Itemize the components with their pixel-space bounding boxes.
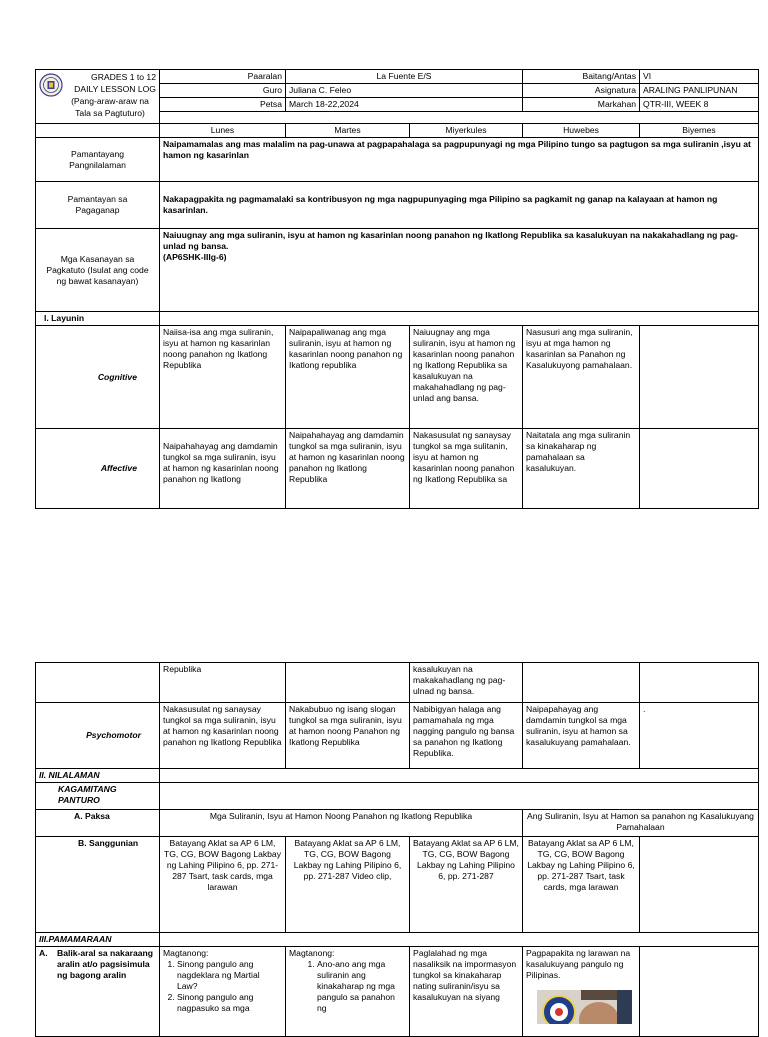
quarter-value: QTR-III, WEEK 8 [640,98,759,112]
grade-label: Baitang/Antas [523,70,640,84]
affective-mon: Naipahahayag ang damdamin tungkol sa mga suliranin, isyu at hamon ng kasarinlan noong panahon ng Ikatlong [160,429,286,509]
references-thu: Batayang Aklat sa AP 6 LM, TG, CG, BOW Bagong Lakbay ng Lahing Pilipino 6, pp. 271-287 Tsart, task cards, mga larawan [523,837,640,933]
competency-code: (AP6SHK-IIIg-6) [163,252,227,262]
affective-thu: Naitatala ang mga suliranin sa kinakaharap ng pamahalaan sa kasalukuyan. [523,429,640,509]
affective-wed: Nakasusulat ng sanaysay tungkol sa mga sulitanin, isyu at hamon ng kasarinlan noong panahon ng Ikatlong Republika sa [410,429,523,509]
teacher-value: Juliana C. Feleo [286,84,523,98]
content-section-label: II. NILALAMAN [36,769,160,783]
date-value: March 18-22,2024 [286,98,523,112]
content-standard-text: Naipamamalas ang mas malalim na pag-unawa at pagpapahalaga sa pagpupunyagi ng mga Pilipino tungo sa pagtugon sa mga suliranin ,isyu at hamon ng kasarinlan [160,138,759,182]
affective-cont-thu [523,663,640,703]
content-standard-label: Pamantayang Pangnilalaman [36,138,160,182]
affective-cont-tue [286,663,410,703]
topic-label: A. Paksa [36,810,160,837]
psychomotor-label: Psychomotor [36,703,160,769]
references-wed: Batayang Aklat sa AP 6 LM, TG, CG, BOW Bagong Lakbay ng Lahing Pilipino 6, pp. 271-287 [410,837,523,933]
affective-tue: Naipahahayag ang damdamin tungkol sa mga suliranin, isyu at hamon ng kasarinlan noong panahon ng Ikatlong Republika [286,429,410,509]
psychomotor-tue: Nakabubuo ng isang slogan tungkol sa mga suliranin, isyu at hamon noong Panahon ng Ikatlong Republika [286,703,410,769]
procedure-label: III.PAMAMARAAN [36,933,160,947]
affective-cont-wed: kasalukuyan na makakahadlang ng pag-ulnad ng bansa. [410,663,523,703]
cognitive-wed: Naiuugnay ang mga suliranin, isyu at hamon ng kasarinlan noong panahon ng Ikatlong Republika sa kasalukuyan na makahahadlang ng pag-unlad ang bansa. [410,326,523,429]
psychomotor-thu: Naipapahayag ang damdamin tungkol sa mga suliranin, isyu at hamon sa kasalukuyang pamahalaan. [523,703,640,769]
affective-fri [640,429,759,509]
subject-label: Asignatura [523,84,640,98]
day-header-wed: Miyerkules [410,124,523,138]
day-header-mon: Lunes [160,124,286,138]
materials-label: KAGAMITANG PANTURO [36,783,160,810]
affective-cont-fri [640,663,759,703]
header-title: GRADES 1 to 12 DAILY LESSON LOG (Pang-araw-araw na Tala sa Pagtuturo) [36,70,160,124]
teacher-label: Guro [160,84,286,98]
references-tue: Batayang Aklat sa AP 6 LM, TG, CG, BOW Bagong Lakbay ng Lahing Pilipino 6, pp. 271-287 Video clip, [286,837,410,933]
affective-label: Affective [36,429,160,509]
school-value: La Fuente E/S [286,70,523,84]
quarter-label: Markahan [523,98,640,112]
review-thu: Pagpapakita ng larawan na kasalukuyang pangulo ng Pilipinas. [523,947,640,1037]
review-mon: Magtanong: 1. Sinong pangulo ang nagdeklara ng Martial Law? 2. Sinong pangulo ang nagpasuko sa mga [160,947,286,1037]
cognitive-thu: Nasusuri ang mga suliranin, isyu at mga hamon ng kasarinlan sa Panahon ng Kasalukuyong pamahalaan. [523,326,640,429]
references-fri [640,837,759,933]
cognitive-tue: Naipapaliwanag ang mga suliranin, isyu at hamon ng kasarinlan noong panahon ng Ikatlong republika [286,326,410,429]
day-header-fri: Biyernes [640,124,759,138]
references-mon: Batayang Aklat sa AP 6 LM, TG, CG, BOW Bagong Lakbay ng Lahing Pilipino 6, pp. 271-287 Tsart, task cards, mga larawan [160,837,286,933]
competency-text: Naiuugnay ang mga suliranin, isyu at hamon ng kasarinlan noong panahon ng Ikatlong Republika sa kasalukuyan na nakakahadlang ng pag-unlad ng bansa. (AP6SHK-IIIg-6) [160,229,759,312]
psychomotor-fri: . [640,703,759,769]
lesson-log-table-page-2 [35,662,759,1037]
performance-standard-label: Pamantayan sa Pagaganap [36,182,160,229]
review-wed: Paglalahad ng mga nasaliksik na impormasyon tungkol sa kinakaharap nating suliranin/isyu sa kasalukuyan na siyang [410,947,523,1037]
subject-value: ARALING PANLIPUNAN [640,84,759,98]
topic-2: Ang Suliranin, Isyu at Hamon sa panahon ng Kasalukuyang Pamahalaan [523,810,759,837]
competency-label: Mga Kasanayan sa Pagkatuto (Isulat ang code ng bawat kasanayan) [36,229,160,312]
lesson-log-table-page-1 [35,69,759,509]
cognitive-label: Cognitive [36,326,160,429]
school-label: Paaralan [160,70,286,84]
psychomotor-mon: Nakasusulat ng sanaysay tungkol sa mga suliranin, isyu at hamon ng kasarinlan noong panahon ng Ikatlong Republika [160,703,286,769]
grade-value: VI [640,70,759,84]
references-label: B. Sanggunian [36,837,160,933]
objectives-label: I. Layunin [36,312,160,326]
psychomotor-wed: Nabibigyan halaga ang pamamahala ng mga nagging pangulo ng bansa sa panahon ng Ikatlong Republika. [410,703,523,769]
day-header-thu: Huwebes [523,124,640,138]
day-header-tue: Martes [286,124,410,138]
cognitive-fri [640,326,759,429]
topic-1: Mga Suliranin, Isyu at Hamon Noong Panahon ng Ikatlong Republika [160,810,523,837]
performance-standard-text: Nakapagpakita ng pagmamalaki sa kontribusyon ng mga nagpupunyaging mga Pilipino sa pagkamit ng ganap na kalayaan at hamon ng kasarinlan. [160,182,759,229]
review-tue: Magtanong: 1. Ano-ano ang mga suliranin ang kinakaharap ng mga pangulo sa panahon ng [286,947,410,1037]
date-label: Petsa [160,98,286,112]
president-photo [537,990,632,1024]
cognitive-mon: Naiisa-isa ang mga suliranin, isyu at hamon ng kasarinlan noong panahon ng Ikatlong Republika [160,326,286,429]
review-label: A. Balik-aral sa nakaraang aralin at/o pagsisimula ng bagong aralin [36,947,160,1037]
affective-cont-mon: Republika [160,663,286,703]
